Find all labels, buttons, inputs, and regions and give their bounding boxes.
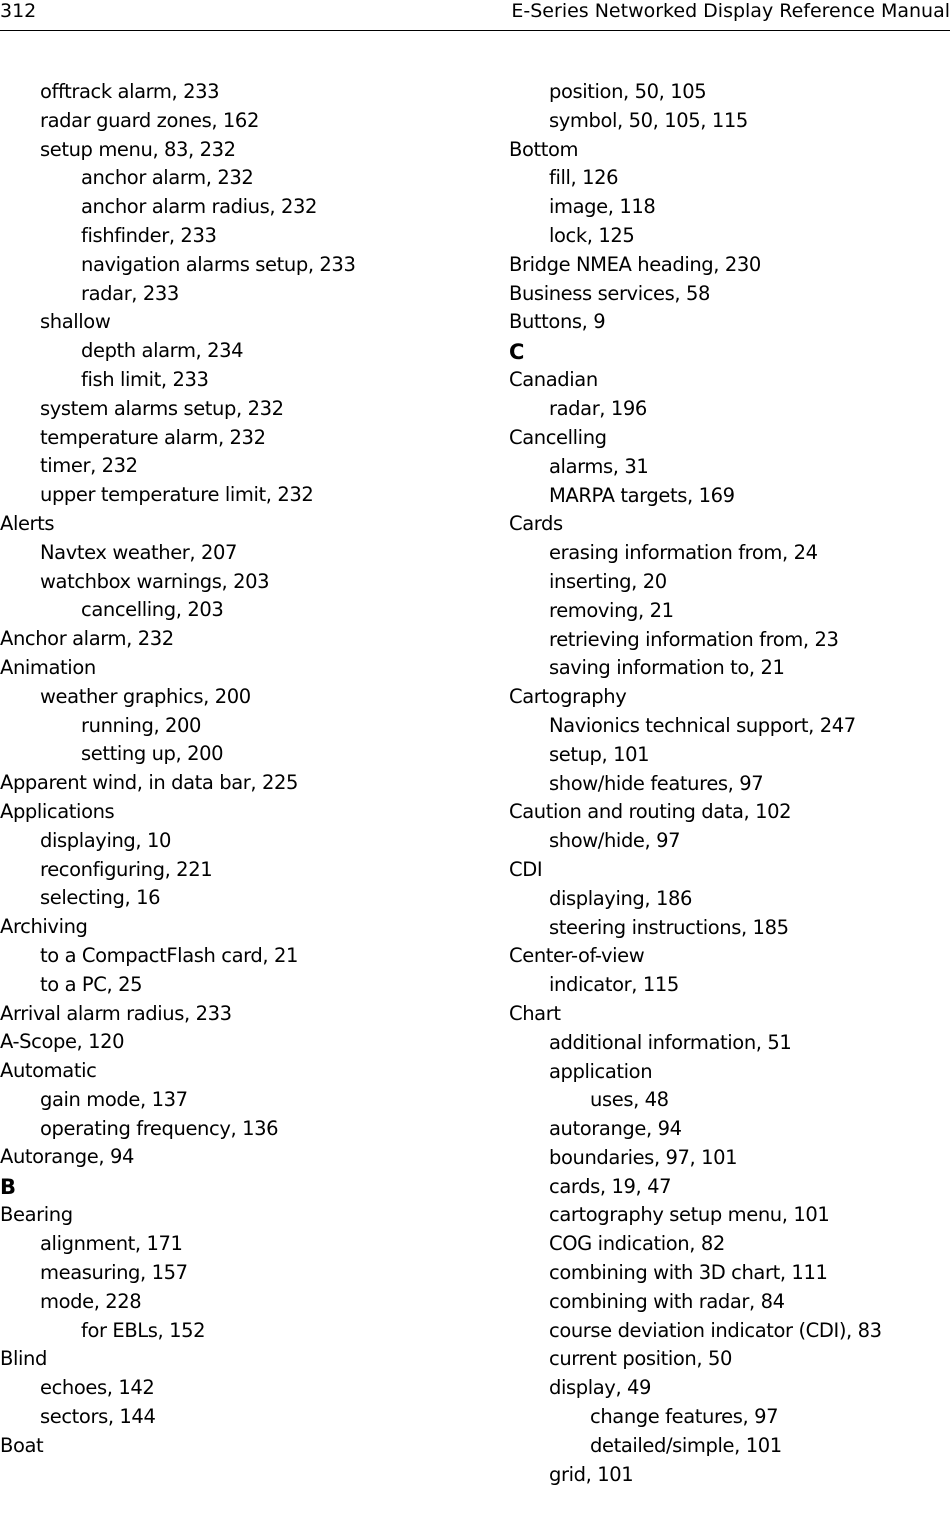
- index-subentry: setup, 101: [549, 742, 650, 766]
- index-subentry: sectors, 144: [40, 1405, 156, 1429]
- index-subsubentry: radar, 233: [81, 281, 179, 305]
- index-subsubentry: for EBLs, 152: [81, 1318, 206, 1342]
- index-subentry: alignment, 171: [40, 1232, 183, 1256]
- index-entry: Boat: [0, 1433, 44, 1457]
- running-title: E-Series Networked Display Reference Manual: [511, 0, 950, 22]
- index-subentry: displaying, 10: [40, 828, 172, 852]
- index-subsubentry: cancelling, 203: [81, 598, 224, 622]
- index-subentry: system alarms setup, 232: [40, 396, 284, 420]
- index-subsubentry: anchor alarm radius, 232: [81, 195, 318, 219]
- index-entry: Buttons, 9: [509, 310, 606, 334]
- index-subentry: display, 49: [549, 1376, 652, 1400]
- section-letter: C: [509, 340, 525, 365]
- index-subentry: position, 50, 105: [549, 80, 707, 103]
- index-entry: Chart: [509, 1001, 561, 1025]
- index-subentry: boundaries, 97, 101: [549, 1145, 738, 1169]
- index-subentry: course deviation indicator (CDI), 83: [549, 1318, 882, 1342]
- index-subentry: to a CompactFlash card, 21: [40, 943, 298, 967]
- index-entry: CDI: [509, 857, 543, 881]
- index-subentry: temperature alarm, 232: [40, 425, 266, 449]
- index-subentry: operating frequency, 136: [40, 1116, 279, 1140]
- index-subsubentry: fish limit, 233: [81, 367, 209, 391]
- index-subsubentry: running, 200: [81, 713, 202, 737]
- index-subentry: reconfiguring, 221: [40, 857, 213, 881]
- index-subsubentry: depth alarm, 234: [81, 339, 244, 363]
- index-subentry: gain mode, 137: [40, 1087, 188, 1111]
- index-subentry: erasing information from, 24: [549, 541, 818, 565]
- index-entry: Automatic: [0, 1059, 97, 1083]
- index-subentry: radar guard zones, 162: [40, 108, 259, 132]
- index-entry: Bridge NMEA heading, 230: [509, 252, 761, 276]
- index-entry: Business services, 58: [509, 281, 711, 305]
- index-subsubentry: detailed/simple, 101: [590, 1433, 782, 1457]
- index-entry: Animation: [0, 655, 96, 679]
- index-subentry: Navionics technical support, 247: [549, 713, 856, 737]
- index-subentry: combining with 3D chart, 111: [549, 1261, 828, 1285]
- index-subentry: retrieving information from, 23: [549, 627, 839, 651]
- page-number: 312: [0, 0, 37, 22]
- index-subentry: mode, 228: [40, 1289, 142, 1313]
- index-subentry: echoes, 142: [40, 1376, 155, 1400]
- index-entry: Cards: [509, 512, 563, 536]
- index-subentry: selecting, 16: [40, 886, 161, 910]
- index-subentry: symbol, 50, 105, 115: [549, 108, 748, 132]
- index-subsubentry: navigation alarms setup, 233: [81, 252, 356, 276]
- section-letter: B: [0, 1175, 17, 1200]
- index-entry: Alerts: [0, 511, 55, 535]
- index-subentry: fill, 126: [549, 166, 619, 190]
- index-entry: Cartography: [509, 685, 627, 709]
- index-subentry: measuring, 157: [40, 1261, 188, 1285]
- index-entry: Arrival alarm radius, 233: [0, 1001, 232, 1025]
- index-entry: Canadian: [509, 368, 598, 392]
- index-subentry: offtrack alarm, 233: [40, 80, 220, 103]
- index-subentry: cartography setup menu, 101: [549, 1203, 830, 1227]
- index-subsubentry: fishfinder, 233: [81, 223, 217, 247]
- index-entry: Bottom: [509, 137, 579, 161]
- index-subentry: Navtex weather, 207: [40, 540, 238, 564]
- index-subentry: timer, 232: [40, 454, 138, 478]
- index-subentry: combining with radar, 84: [549, 1289, 785, 1313]
- index-subentry: show/hide features, 97: [549, 771, 764, 795]
- index-subentry: current position, 50: [549, 1347, 732, 1371]
- index-subentry: indicator, 115: [549, 973, 679, 997]
- index-subentry: application: [549, 1059, 653, 1083]
- index-subentry: radar, 196: [549, 397, 647, 421]
- index-subsubentry: anchor alarm, 232: [81, 166, 254, 190]
- index-subentry: cards, 19, 47: [549, 1174, 672, 1198]
- index-subentry: alarms, 31: [549, 454, 649, 478]
- index-entry: Cancelling: [509, 425, 607, 449]
- index-subentry: MARPA targets, 169: [549, 483, 735, 507]
- index-subentry: saving information to, 21: [549, 656, 785, 680]
- index-subentry: displaying, 186: [549, 886, 693, 910]
- index-entry: Caution and routing data, 102: [509, 800, 792, 824]
- header-rule: [0, 30, 950, 31]
- index-entry: Autorange, 94: [0, 1145, 134, 1169]
- index-subentry: grid, 101: [549, 1462, 634, 1486]
- index-subentry: upper temperature limit, 232: [40, 483, 314, 507]
- index-entry: Blind: [0, 1347, 47, 1371]
- index-subentry: shallow: [40, 310, 111, 334]
- index-subentry: image, 118: [549, 195, 656, 219]
- index-subentry: to a PC, 25: [40, 972, 143, 996]
- index-column-right: [509, 80, 950, 1491]
- index-entry: Anchor alarm, 232: [0, 627, 174, 651]
- index-subentry: lock, 125: [549, 223, 635, 247]
- index-subentry: steering instructions, 185: [549, 915, 789, 939]
- index-subentry: additional information, 51: [549, 1030, 792, 1054]
- index-subentry: removing, 21: [549, 598, 674, 622]
- index-column-left: [0, 80, 470, 1463]
- index-entry: Applications: [0, 799, 115, 823]
- index-subsubentry: change features, 97: [590, 1405, 779, 1429]
- index-subentry: autorange, 94: [549, 1117, 682, 1141]
- index-entry: Apparent wind, in data bar, 225: [0, 771, 298, 795]
- index-subsubentry: uses, 48: [590, 1088, 669, 1112]
- index-subentry: watchbox warnings, 203: [40, 569, 270, 593]
- index-subsubentry: setting up, 200: [81, 742, 224, 766]
- index-subentry: weather graphics, 200: [40, 684, 251, 708]
- index-subentry: show/hide, 97: [549, 829, 681, 853]
- index-entry: Bearing: [0, 1203, 73, 1227]
- index-subentry: setup menu, 83, 232: [40, 137, 236, 161]
- index-subentry: COG indication, 82: [549, 1232, 725, 1256]
- index-entry: A-Scope, 120: [0, 1030, 125, 1054]
- index-entry: Archiving: [0, 915, 88, 939]
- index-subentry: inserting, 20: [549, 569, 667, 593]
- index-entry: Center-of-view: [509, 944, 645, 968]
